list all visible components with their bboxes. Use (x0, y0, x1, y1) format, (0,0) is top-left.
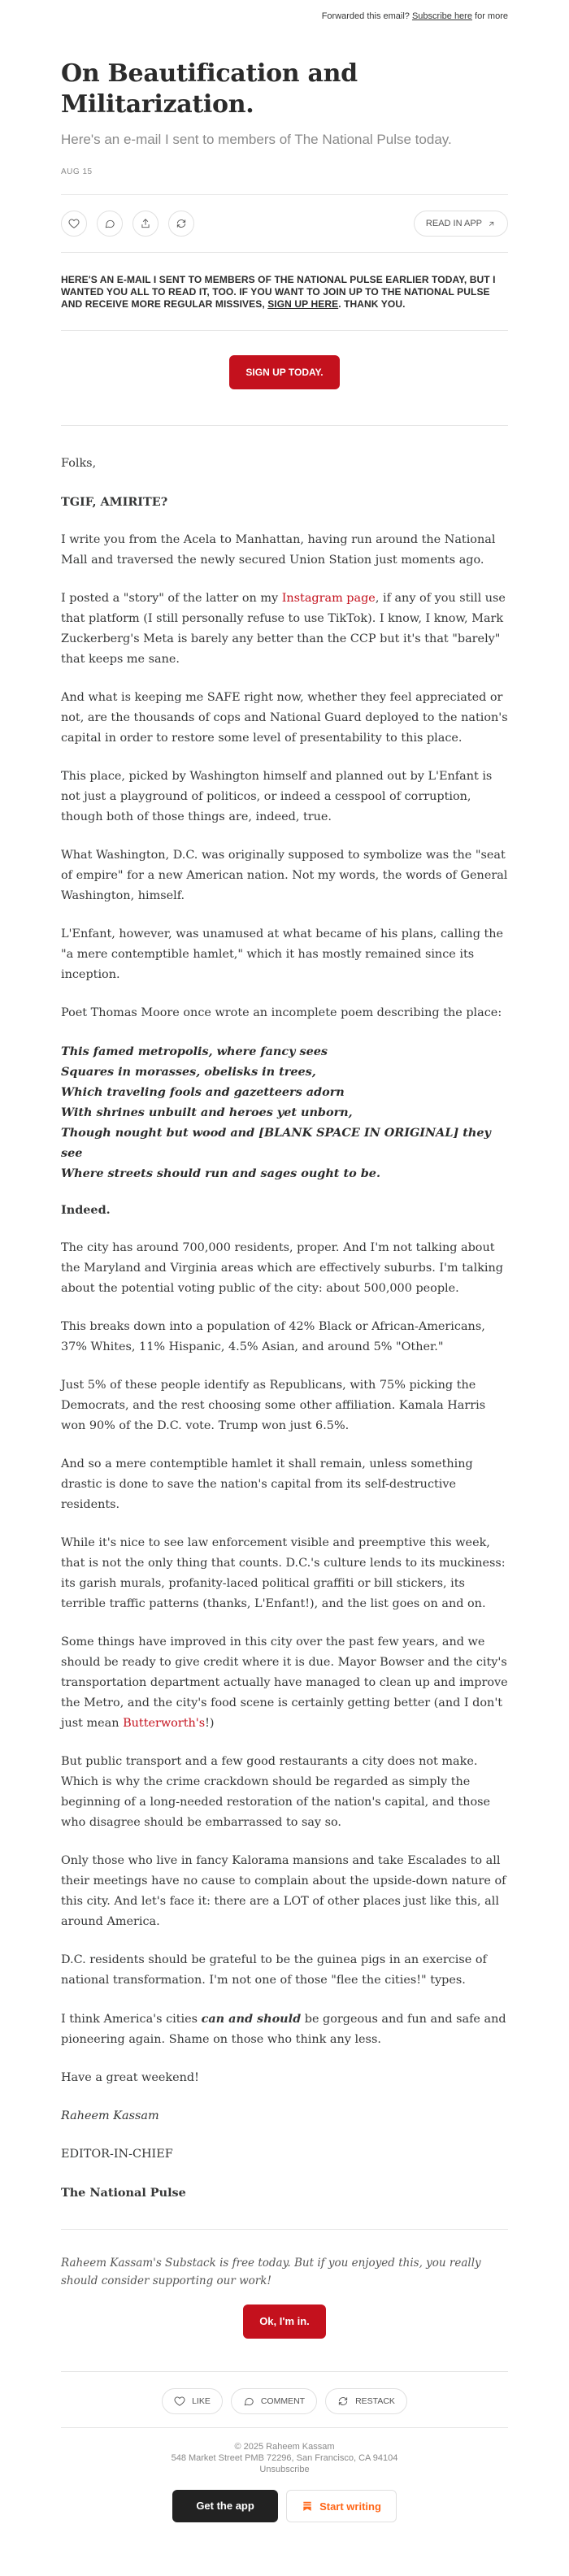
instagram-link[interactable]: Instagram page (281, 592, 376, 605)
action-bar (61, 195, 508, 252)
notice-signup-link[interactable]: SIGN UP HERE (267, 298, 339, 310)
heart-icon (174, 2396, 185, 2407)
arrow-up-right-icon (487, 219, 496, 228)
restack-icon (176, 218, 187, 229)
paragraph: The city has around 700,000 residents, proper. And I'm not talking about the Maryland and Virginia areas which are effectively suburbs. I'm talking about the potential voting public of the city: about 500,000 people. (61, 1241, 503, 1295)
paragraph: And what is keeping me SAFE right now, whether they feel appreciated or not, are the thousands of cops and National Guard deployed to the nation's capital in order to restore some level of presentability to this place. (61, 691, 508, 745)
divider (61, 2229, 508, 2230)
post-title: On Beautification and Militarization. (61, 59, 358, 119)
copyright: © 2025 Raheem Kassam (234, 2442, 335, 2452)
comment-label: COMMENT (260, 2396, 306, 2406)
substack-logo-icon (302, 2500, 313, 2512)
notice-suffix: . THANK YOU. (338, 298, 406, 310)
address: 548 Market Street PMB 72296, San Francisco, CA 94104 (171, 2453, 398, 2463)
paragraph: Just 5% of these people identify as Republicans, with 75% picking the Democrats, and the rest choosing some other affiliation. Kamala Harris won 90% of the D.C. vote. Trump won just 6.5%. (61, 1379, 486, 1432)
paragraph: This breaks down into a population of 42% Black or African-Americans, 37% Whites, 11% Hispanic, 4.5% Asian, and around 5% "Other." (61, 1320, 485, 1353)
share-button[interactable] (132, 211, 159, 237)
paragraph: TGIF, AMIRITE? (61, 495, 168, 509)
paragraph: Poet Thomas Moore once wrote an incomplete poem describing the place: (61, 1006, 502, 1019)
paragraph: Some things have improved in this city over the past few years, and we should be ready to give credit where it is due. Mayor Bowser and the city's transportation department actually have managed to clean up and improve the Metro, and the city's food scene is certainly getting better (and I don't just mean Butterworth's!) (61, 1636, 508, 1730)
support-note: Raheem Kassam's Substack is free today. But if you enjoyed this, you really should consider supporting our work! (61, 2257, 481, 2287)
signature-name: Raheem Kassam (61, 2109, 159, 2122)
share-icon (140, 218, 151, 229)
footer-meta (61, 2428, 508, 2490)
unsubscribe-link[interactable]: Unsubscribe (259, 2465, 310, 2474)
footer-comment-button[interactable] (231, 2388, 317, 2414)
paragraph: Indeed. (61, 1203, 111, 1217)
poem-line: Though nought but wood and [BLANK SPACE IN ORIGINAL] they see (61, 1126, 491, 1160)
poem-line: Which traveling fools and gazetteers adorn (61, 1085, 345, 1099)
sign-up-button[interactable]: SIGN UP TODAY. (229, 355, 339, 389)
signature-role: EDITOR-IN-CHIEF (61, 2148, 173, 2161)
app-row (61, 2490, 508, 2522)
divider (61, 2371, 508, 2372)
like-label: LIKE (192, 2396, 211, 2406)
paragraph: This place, picked by Washington himself and planned out by L'Enfant is not just a playground of politicos, or indeed a cesspool of corruption, though both of those things are, indeed, true. (61, 770, 493, 823)
post-body (61, 426, 508, 2203)
paragraph: D.C. residents should be grateful to be the guinea pigs in an exercise of national transformation. I'm not one of those "flee the cities!" types. (61, 1953, 487, 1987)
read-in-app-label: READ IN APP (425, 219, 482, 228)
paragraph: L'Enfant, however, was unamused at what became of his plans, calling the "a mere contemptible hamlet," which it has mostly remained since its inception. (61, 927, 504, 981)
member-notice (61, 274, 508, 311)
comment-icon (104, 218, 115, 229)
divider (61, 252, 508, 253)
ok-im-in-button[interactable]: Ok, I'm in. (243, 2304, 326, 2339)
start-writing-label: Start writing (319, 2500, 381, 2513)
notice-text: HERE'S AN E-MAIL I SENT TO MEMBERS OF THE NATIONAL PULSE EARLIER TODAY, BUT I WANTED YOU ALL TO READ IT, TOO. IF YOU WANT TO JOIN UP TO THE NATIONAL PULSE AND RECEIVE MORE REGULAR MISSIVES, (61, 274, 496, 310)
emphasis: can and should (201, 2012, 302, 2026)
paragraph: Only those who live in fancy Kalorama mansions and take Escalades to all their meetings have no cause to complain about the upside-down nature of this city. And let's face it: there are a LOT of other places just like this, all around America. (61, 1854, 506, 1928)
paragraph: But public transport and a few good restaurants a city does not make. Which is why the crime crackdown should be regarded as simply the beginning of a long-needed restoration of the nation's capital, and those who disagree should be embarrassed to say so. (61, 1755, 491, 1829)
forwarded-suffix: for more (475, 11, 508, 21)
heart-icon (68, 218, 80, 229)
paragraph: And so a mere contemptible hamlet it shall remain, unless something drastic is done to save the nation's capital from its self-destructive residents. (61, 1457, 473, 1511)
subscribe-link[interactable]: Subscribe here (411, 11, 472, 21)
paragraph: What Washington, D.C. was originally supposed to symbolize was the "seat of empire" for a new American nation. Not my words, the words of General Washington, himself. (61, 849, 508, 902)
restack-button[interactable] (168, 211, 194, 237)
footer-restack-button[interactable] (325, 2388, 407, 2414)
paragraph: I write you from the Acela to Manhattan, having run around the National Mall and traversed the newly secured Union Station just moments ago. (61, 533, 496, 567)
start-writing-button[interactable] (286, 2490, 397, 2522)
post-subtitle: Here's an e-mail I sent to members of The National Pulse today. (61, 132, 452, 147)
paragraph: I posted a "story" of the latter on my Instagram page, if any of you still use that platform (I still personally refuse to use TikTok). I know, I know, Mark Zuckerberg's Meta is barely any better than the CCP but it's that "barely" that keeps me sane. (61, 592, 506, 666)
engagement-row (61, 2388, 508, 2414)
read-in-app-button[interactable] (414, 211, 508, 237)
paragraph: Have a great weekend! (61, 2071, 199, 2084)
post-date: AUG 15 (61, 167, 93, 176)
restack-label: RESTACK (355, 2396, 395, 2406)
comment-icon (243, 2396, 254, 2407)
poem-line: With shrines unbuilt and heroes yet unborn, (61, 1106, 353, 1119)
poem-line: Where streets should run and sages ought to be. (61, 1166, 380, 1180)
paragraph: Folks, (61, 457, 97, 470)
signature-publication: The National Pulse (61, 2186, 186, 2200)
comment-button[interactable] (97, 211, 123, 237)
poem-line: This famed metropolis, where fancy sees (61, 1045, 328, 1058)
get-the-app-button[interactable]: Get the app (172, 2490, 278, 2522)
restack-icon (337, 2396, 349, 2407)
paragraph: I think America's cities can and should be gorgeous and fun and safe and pioneering again. Shame on those who think any less. (61, 2012, 506, 2046)
forwarded-banner (61, 0, 508, 28)
like-button[interactable] (61, 211, 87, 237)
paragraph: While it's nice to see law enforcement visible and preemptive this week, that is not the only thing that counts. D.C.'s culture lends to its muckiness: its garish murals, profanity-laced political graffiti or bill stickers, its terrible traffic patterns (thanks, L'Enfant!), and the list goes on and on. (61, 1536, 506, 1610)
forwarded-text: Forwarded this email? (321, 11, 410, 21)
poem-quote (61, 1041, 508, 1184)
footer-like-button[interactable] (162, 2388, 223, 2414)
poem-line: Squares in morasses, obelisks in trees, (61, 1065, 316, 1079)
butterworths-link[interactable]: Butterworth's (123, 1717, 206, 1730)
